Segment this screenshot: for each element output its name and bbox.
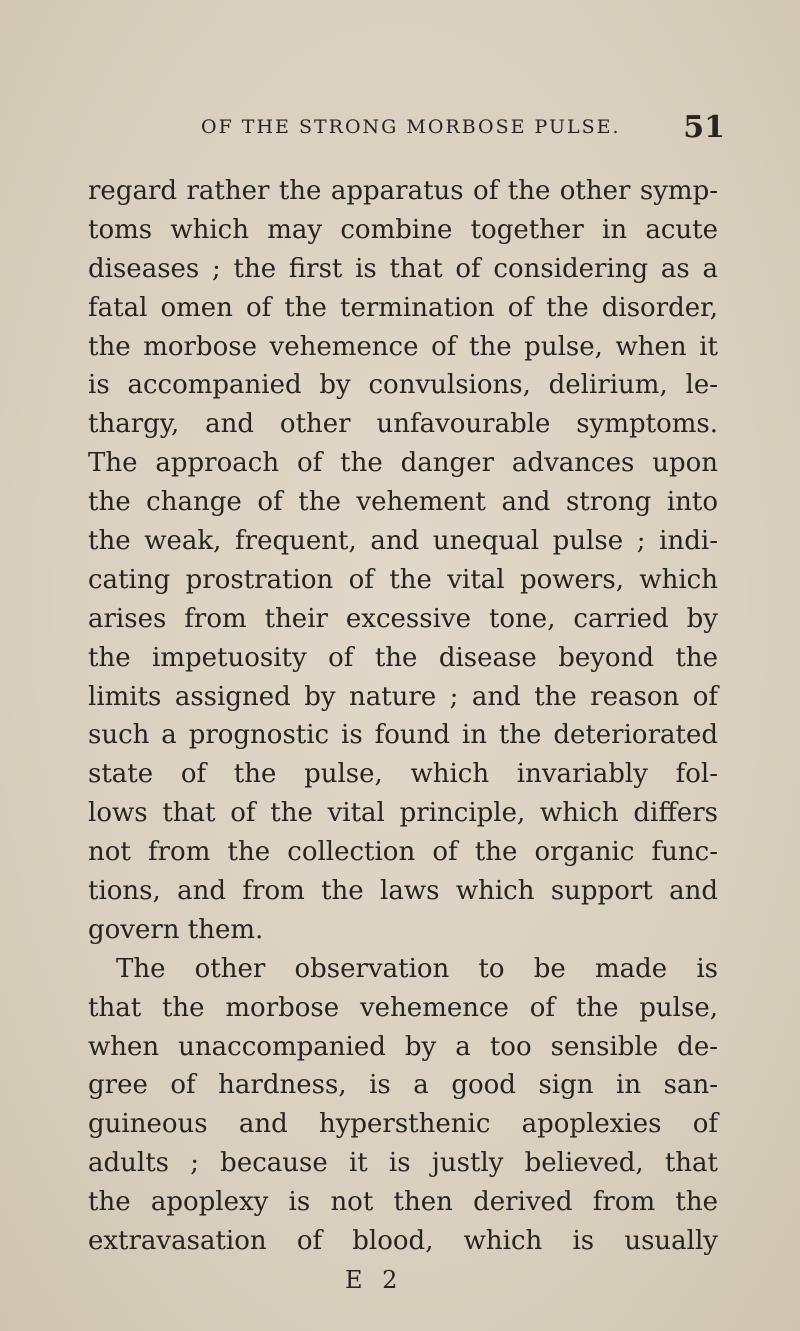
running-head	[85, 110, 725, 146]
text-line: lows that of the vital principle, which differs	[88, 798, 718, 829]
paragraph-end-line: govern them.	[88, 914, 264, 945]
text-line: the weak, frequent, and unequal pulse ; indi-	[88, 526, 718, 557]
text-line: guineous and hypersthenic apoplexies of	[88, 1109, 718, 1140]
text-line: fatal omen of the termination of the disorder,	[88, 292, 718, 323]
page-number: 51	[683, 110, 725, 145]
text-line: extravasation of blood, which is usually	[88, 1226, 718, 1257]
text-line: when unaccompanied by a too sensible de-	[88, 1031, 718, 1062]
signature-mark: E 2	[345, 1266, 404, 1294]
text-line: thargy, and other unfavourable symptoms.	[88, 409, 718, 440]
text-line: tions, and from the laws which support and	[88, 876, 718, 907]
body-text	[88, 172, 718, 1261]
text-line: toms which may combine together in acute	[88, 214, 718, 245]
text-line: that the morbose vehemence of the pulse,	[88, 992, 718, 1023]
text-line: adults ; because it is justly believed, that	[88, 1148, 718, 1179]
text-line: is accompanied by convulsions, delirium, le-	[88, 370, 718, 401]
text-line: the apoplexy is not then derived from the	[88, 1187, 718, 1218]
text-line: not from the collection of the organic func-	[88, 837, 718, 868]
text-line: regard rather the apparatus of the other symp-	[88, 176, 718, 206]
text-line: gree of hardness, is a good sign in san-	[88, 1070, 718, 1101]
text-line: arises from their excessive tone, carried by	[88, 603, 718, 634]
text-line: the change of the vehement and strong into	[88, 487, 718, 518]
text-line: limits assigned by nature ; and the reason of	[88, 681, 718, 712]
text-line: cating prostration of the vital powers, which	[88, 564, 718, 595]
text-line: the morbose vehemence of the pulse, when it	[88, 331, 718, 362]
text-line: The approach of the danger advances upon	[88, 448, 718, 479]
running-title: OF THE STRONG MORBOSE PULSE.	[201, 116, 621, 138]
paragraph-start-line: The other observation to be made is	[116, 953, 718, 984]
text-line: such a prognostic is found in the deteriorated	[88, 720, 718, 751]
text-line: diseases ; the first is that of considering as a	[88, 253, 718, 284]
text-line: state of the pulse, which invariably fol-	[88, 759, 718, 790]
text-line: the impetuosity of the disease beyond the	[88, 642, 718, 673]
